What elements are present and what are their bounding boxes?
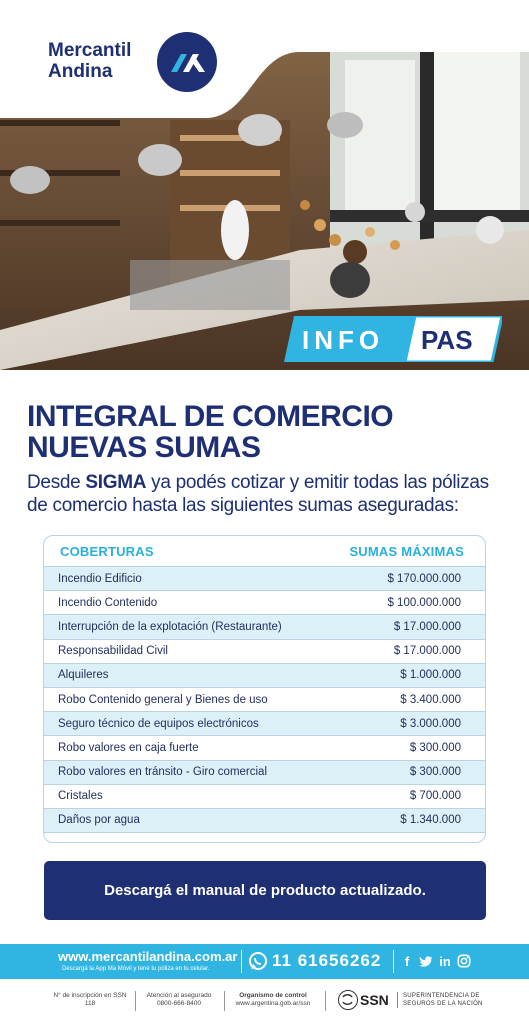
badge-info-text: INFO bbox=[302, 325, 385, 355]
col-coberturas: COBERTURAS bbox=[60, 543, 154, 559]
table-row bbox=[44, 615, 485, 639]
control-organism bbox=[228, 992, 318, 1008]
divider bbox=[224, 991, 225, 1011]
cobertura-cell: Interrupción de la explotación (Restaurante) bbox=[58, 620, 282, 633]
divider bbox=[135, 991, 136, 1011]
cobertura-cell: Responsabilidad Civil bbox=[58, 645, 168, 658]
cobertura-cell: Robo Contenido general y Bienes de uso bbox=[58, 693, 268, 706]
linkedin-icon[interactable]: in bbox=[439, 953, 451, 969]
col-sumas: SUMAS MÁXIMAS bbox=[349, 543, 464, 559]
whatsapp-icon[interactable] bbox=[248, 951, 268, 971]
ssn-name-line2: SEGUROS DE LA NACIÓN bbox=[403, 1001, 483, 1007]
table-body bbox=[44, 567, 485, 833]
cobertura-cell: Seguro técnico de equipos electrónicos bbox=[58, 717, 259, 730]
table-row bbox=[44, 567, 485, 591]
download-manual-button[interactable] bbox=[44, 861, 486, 920]
suma-cell: $ 100.000.000 bbox=[387, 596, 461, 609]
lead-prefix: Desde bbox=[27, 472, 86, 493]
suma-cell: $ 3.400.000 bbox=[400, 693, 461, 706]
table-row bbox=[44, 785, 485, 809]
ssn-acronym: SSN bbox=[360, 992, 389, 1008]
suma-cell: $ 17.000.000 bbox=[393, 645, 461, 658]
divider bbox=[393, 950, 394, 973]
ssn-reg-number: 118 bbox=[84, 1000, 96, 1007]
suma-cell: $ 300.000 bbox=[409, 741, 461, 754]
brand-name-line2: Andina bbox=[48, 61, 113, 82]
table-row bbox=[44, 591, 485, 615]
cobertura-cell: Incendio Contenido bbox=[58, 596, 158, 609]
cobertura-cell: Robo valores en caja fuerte bbox=[58, 741, 199, 754]
table-row bbox=[44, 664, 485, 688]
table-row bbox=[44, 736, 485, 760]
footer-contact-bar bbox=[0, 944, 529, 979]
table-row bbox=[44, 809, 485, 833]
control-label: Organismo de control bbox=[239, 992, 307, 999]
suma-cell: $ 700.000 bbox=[409, 790, 461, 803]
table-header bbox=[44, 536, 485, 567]
suma-cell: $ 300.000 bbox=[409, 766, 461, 779]
app-note: Descargá la App Ma Móvil y tené tu póliza en tu celular. bbox=[62, 966, 210, 972]
suma-cell: $ 1.000.000 bbox=[400, 669, 461, 682]
coverage-table bbox=[43, 535, 486, 843]
ssn-logo-icon bbox=[338, 990, 358, 1010]
lead-sigma: SIGMA bbox=[85, 472, 147, 493]
suma-cell: $ 1.340.000 bbox=[400, 814, 461, 827]
suma-cell: $ 3.000.000 bbox=[400, 717, 461, 730]
cobertura-cell: Robo valores en tránsito - Giro comercial bbox=[58, 766, 267, 779]
cobertura-cell: Alquileres bbox=[58, 669, 109, 682]
info-pas-badge bbox=[284, 316, 502, 362]
facebook-icon[interactable]: f bbox=[404, 953, 410, 969]
instagram-icon[interactable] bbox=[457, 953, 471, 969]
brand-name-line1: Mercantil bbox=[48, 40, 132, 61]
ssn-name-line1: SUPERINTENDENCIA DE bbox=[403, 993, 480, 999]
brand-wordmark bbox=[48, 40, 131, 82]
control-url[interactable]: www.argentina.gob.ar/ssn bbox=[235, 1000, 311, 1007]
ssn-registration bbox=[52, 992, 128, 1008]
table-row bbox=[44, 640, 485, 664]
attention-line bbox=[141, 992, 217, 1008]
lead-line1-rest: ya podés cotizar y emitir todas las pólizas bbox=[146, 472, 489, 493]
ssn-fullname bbox=[397, 992, 483, 1008]
mercantil-logo-icon bbox=[157, 32, 217, 92]
divider bbox=[241, 950, 242, 973]
suma-cell: $ 17.000.000 bbox=[393, 620, 461, 633]
cobertura-cell: Incendio Edificio bbox=[58, 572, 142, 585]
social-links bbox=[400, 953, 471, 969]
lead-line2: de comercio hasta las siguientes sumas aseguradas: bbox=[27, 495, 459, 516]
website-link[interactable]: www.mercantilandina.com.ar bbox=[58, 949, 238, 964]
download-manual-label: Descargá el manual de producto actualizado. bbox=[104, 882, 426, 899]
table-row bbox=[44, 712, 485, 736]
twitter-icon[interactable] bbox=[419, 953, 433, 969]
hero-banner bbox=[0, 0, 529, 370]
cobertura-cell: Cristales bbox=[58, 790, 103, 803]
suma-cell: $ 170.000.000 bbox=[387, 572, 461, 585]
legal-strip bbox=[0, 984, 529, 1018]
phone-number[interactable]: 11 61656262 bbox=[272, 951, 382, 970]
divider bbox=[325, 991, 326, 1011]
table-row bbox=[44, 761, 485, 785]
ssn-reg-label: N° de inscripción en SSN bbox=[53, 992, 127, 999]
cobertura-cell: Daños por agua bbox=[58, 814, 140, 827]
attention-phone[interactable]: 0800-666-8400 bbox=[156, 1000, 202, 1007]
lead-text bbox=[27, 471, 507, 517]
title-line1: INTEGRAL DE COMERCIO bbox=[27, 400, 394, 433]
table-row bbox=[44, 688, 485, 712]
badge-pas-text: PAS bbox=[421, 325, 473, 355]
attention-label: Atención al asegurado bbox=[146, 992, 212, 999]
title-line2: NUEVAS SUMAS bbox=[27, 431, 261, 464]
headline-block bbox=[27, 401, 507, 517]
